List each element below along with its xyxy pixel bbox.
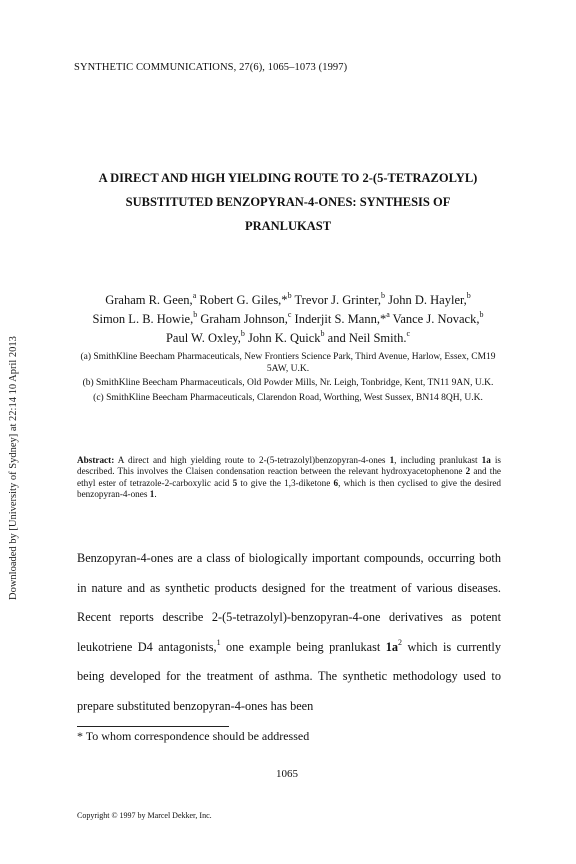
title-line: SUBSTITUTED BENZOPYRAN-4-ONES: SYNTHESIS OF	[125, 195, 451, 209]
journal-header: SYNTHETIC COMMUNICATIONS, 27(6), 1065–1073 (1997)	[74, 62, 348, 73]
compound-ref: 1	[389, 455, 395, 465]
author-name: Graham Johnson,	[197, 312, 288, 326]
author-affiliation-mark: b	[479, 310, 484, 319]
author-affiliation-mark: b	[466, 291, 471, 300]
author-name: Paul W. Oxley,	[165, 331, 241, 345]
author-name: Vance J. Novack,	[389, 312, 480, 326]
body-text: one example being pranlukast	[220, 639, 386, 654]
author-name: John K. Quick	[244, 331, 321, 345]
affiliation-b: (b) SmithKline Beecham Pharmaceuticals, Old Powder Mills, Nr. Leigh, Tonbridge, Kent, TN11 9AN, U.K.	[82, 378, 494, 388]
author-name: Inderjit S. Mann,*	[291, 312, 387, 326]
author-name: Trevor J. Grinter,	[291, 293, 381, 307]
author-name: John D. Hayler,	[385, 293, 467, 307]
compound-ref: 2	[465, 466, 471, 477]
compound-ref: 1a	[481, 455, 491, 465]
abstract-text: and the ethyl ester of tetrazole-2-carboxylic acid	[77, 466, 501, 488]
compound-ref: 5	[232, 477, 238, 488]
body-text: which is currently being developed for the treatment of asthma. The synthetic methodology used to prepare substituted benzopyran-4-ones has been	[77, 639, 501, 713]
author-name: and Neil Smith.	[324, 331, 407, 345]
correspondence-footnote: * To whom correspondence should be addressed	[77, 729, 310, 743]
abstract	[77, 455, 501, 501]
article-title	[60, 166, 516, 238]
author-affiliation-mark: c	[406, 329, 411, 338]
abstract-text: .	[154, 489, 157, 500]
author-affiliation-mark: b	[193, 310, 198, 319]
page-number: 1065	[276, 768, 298, 780]
author-name: Simon L. B. Howie,	[92, 312, 194, 326]
author-affiliation-mark: b	[240, 329, 245, 338]
author-name: Robert G. Giles,*	[196, 293, 288, 307]
affiliation-c: (c) SmithKline Beecham Pharmaceuticals, Clarendon Road, Worthing, West Sussex, BN14 8QH, U.K.	[93, 392, 483, 403]
author-affiliation-mark: a	[192, 291, 197, 300]
abstract-text: A direct and high yielding route to 2-(5-tetrazolyl)benzopyran-4-ones	[114, 455, 390, 465]
compound-ref: 1	[149, 489, 155, 500]
compound-ref: 1a	[385, 639, 399, 654]
author-affiliation-mark: a	[386, 310, 390, 319]
footnote-divider	[77, 726, 229, 727]
download-watermark: Downloaded by [University of Sydney] at 22:14 10 April 2013	[8, 336, 19, 600]
author-line	[60, 310, 516, 329]
abstract-text: to give the 1,3-diketone	[237, 477, 334, 488]
abstract-text: is described. This involves the Claisen condensation reaction between the relevant hydroxyacetophenone	[77, 455, 501, 477]
author-line	[60, 329, 516, 348]
affiliation-a: (a) SmithKline Beecham Pharmaceuticals, New Frontiers Science Park, Third Avenue, Harlow, Essex, CM19 5AW, U.K.	[80, 352, 496, 374]
author-affiliation-mark: b	[381, 291, 385, 300]
author-affiliation-mark: c	[287, 310, 292, 319]
author-list	[60, 291, 516, 348]
body-text: Benzopyran-4-ones are a class of biologically important compounds, occurring both in nature and as synthetic products designed for the treatment of various diseases. Recent reports describe 2-(5-tetrazolyl)-benzopyran-4-one derivatives as potent leukotriene D4 antagonists,	[77, 551, 501, 654]
author-affiliation-mark: b	[320, 329, 325, 338]
intro-paragraph	[77, 544, 501, 722]
abstract-label: Abstract:	[77, 455, 115, 465]
copyright-notice: Copyright © 1997 by Marcel Dekker, Inc.	[77, 811, 212, 820]
body-paragraph	[77, 544, 501, 722]
author-line	[60, 291, 516, 310]
citation-ref: 1	[216, 637, 221, 647]
citation-ref: 2	[398, 637, 403, 647]
title-line: PRANLUKAST	[244, 219, 332, 233]
author-affiliation-mark: b	[287, 291, 292, 300]
affiliations	[70, 352, 506, 407]
author-name: Graham R. Geen,	[105, 293, 193, 307]
compound-ref: 6	[333, 477, 339, 488]
abstract-text: , including pranlukast	[394, 455, 482, 465]
title-line: A DIRECT AND HIGH YIELDING ROUTE TO 2-(5-TETRAZOLYL)	[98, 171, 478, 185]
abstract-text: , which is then cyclised to give the desired benzopyran-4-ones	[77, 477, 501, 500]
